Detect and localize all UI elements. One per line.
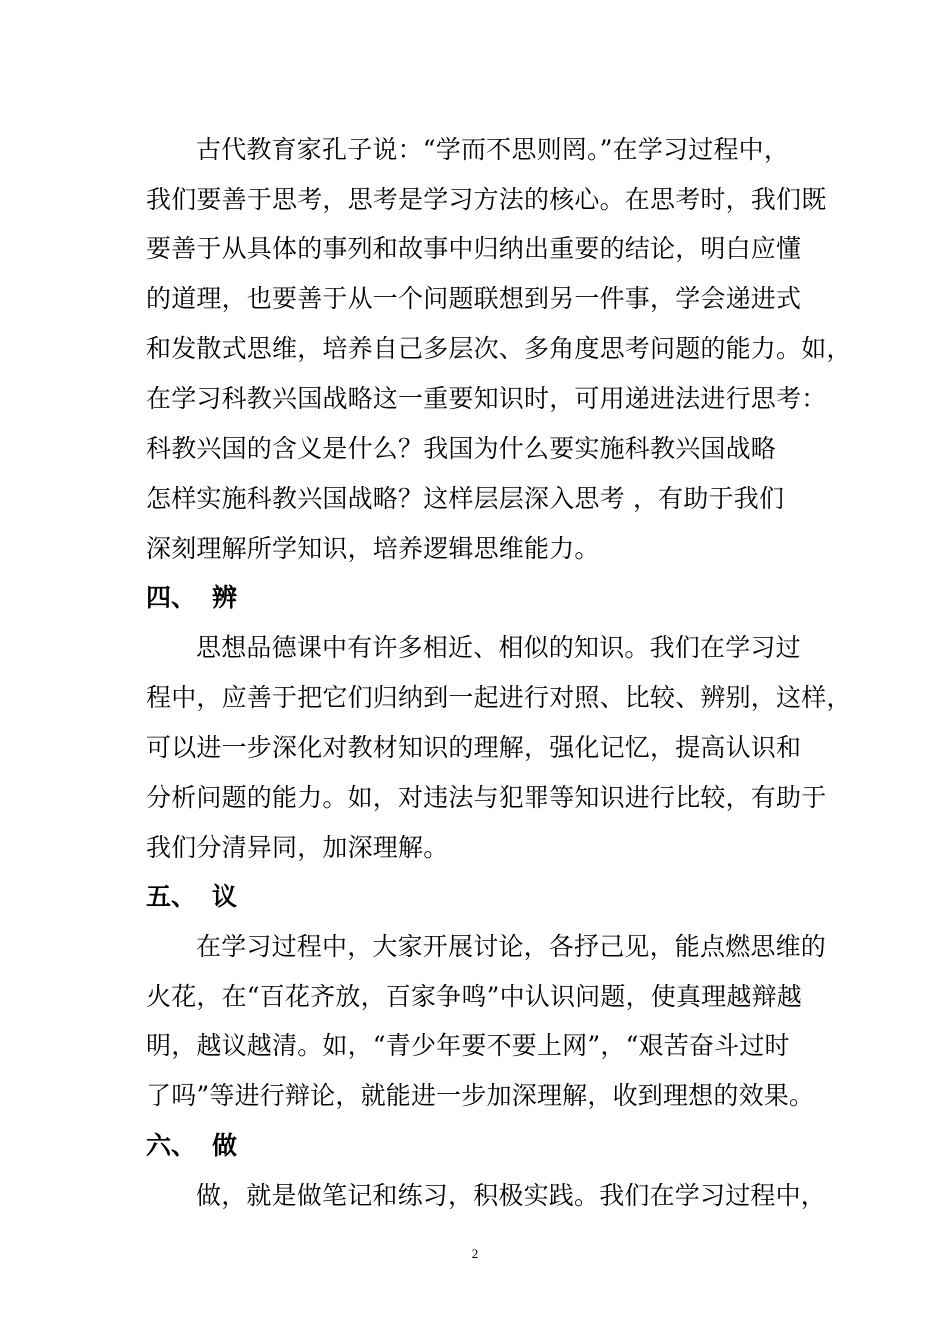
paragraph-line: 的道理，也要善于从一个问题联想到另一件事，学会递进式 xyxy=(146,284,802,313)
page-number: 2 xyxy=(471,1246,479,1261)
paragraph-line: 火花，在“百花齐放，百家争鸣”中认识问题，使真理越辩越 xyxy=(146,982,802,1011)
section-number: 四、 xyxy=(146,583,197,612)
paragraph-line: 在学习科教兴国战略这一重要知识时，可用递进法进行思考： xyxy=(146,384,827,413)
section-heading xyxy=(146,578,237,618)
paragraph-line: 程中，应善于把它们归纳到一起进行对照、比较、辨别，这样， xyxy=(146,683,852,712)
paragraph-line: 分析问题的能力。如，对违法与犯罪等知识进行比较，有助于 xyxy=(146,783,827,812)
paragraph-line: 做，就是做笔记和练习，积极实践。我们在学习过程中， xyxy=(196,1181,827,1210)
paragraph-line: 我们要善于思考，思考是学习方法的核心。在思考时，我们既 xyxy=(146,185,827,214)
paragraph-line: 和发散式思维，培养自己多层次、多角度思考问题的能力。如， xyxy=(146,334,852,363)
section-title: 做 xyxy=(212,1131,238,1160)
paragraph-line: 明，越议越清。如，“青少年要不要上网”，“艰苦奋斗过时 xyxy=(146,1031,790,1060)
paragraph-line: 要善于从具体的事列和故事中归纳出重要的结论，明白应懂 xyxy=(146,234,802,263)
paragraph-line: 在学习过程中，大家开展讨论，各抒己见，能点燃思维的 xyxy=(196,932,827,961)
section-title: 议 xyxy=(212,882,238,911)
section-heading xyxy=(146,1126,237,1166)
paragraph-line: 怎样实施科教兴国战略？这样层层深入思考 ，有助于我们 xyxy=(146,484,785,513)
section-number: 五、 xyxy=(146,882,197,911)
paragraph-line: 科教兴国的含义是什么？我国为什么要实施科教兴国战略 xyxy=(146,434,777,463)
paragraph-line: 我们分清异同，加深理解。 xyxy=(146,833,449,862)
section-number: 六、 xyxy=(146,1131,197,1160)
section-heading xyxy=(146,877,237,917)
section-title: 辨 xyxy=(212,583,238,612)
paragraph-line: 了吗”等进行辩论，就能进一步加深理解，收到理想的效果。 xyxy=(146,1081,815,1110)
paragraph-line: 古代教育家孔子说：“学而不思则罔。”在学习过程中， xyxy=(196,135,790,164)
paragraph-line: 可以进一步深化对教材知识的理解，强化记忆，提高认识和 xyxy=(146,733,802,762)
paragraph-line: 思想品德课中有许多相近、相似的知识。我们在学习过 xyxy=(196,633,801,662)
paragraph-line: 深刻理解所学知识，培养逻辑思维能力。 xyxy=(146,534,600,563)
